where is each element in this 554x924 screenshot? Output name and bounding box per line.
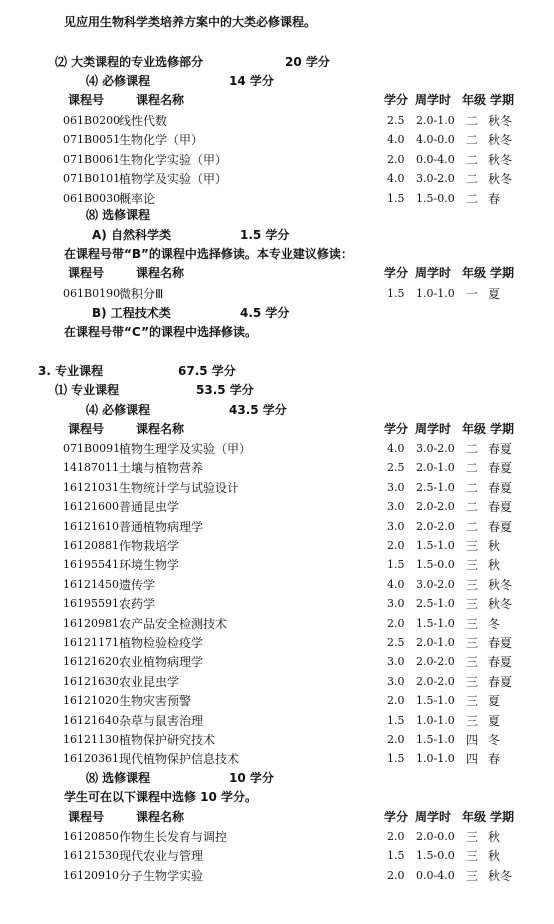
course-grade: 二 <box>466 480 479 495</box>
natural-science-note: 在课程号带“B”的课程中选择修读。本专业建议修读： <box>64 247 353 261</box>
header-credits: 学分 <box>384 422 409 436</box>
course-code: 071B0051 <box>63 133 121 147</box>
course-semester: 夏 <box>488 287 501 301</box>
course-name: 农产品安全检测技术 <box>119 616 228 631</box>
course-semester: 春夏 <box>488 461 513 476</box>
course-grade: 二 <box>466 461 479 476</box>
course-semester: 春夏 <box>488 442 513 456</box>
section-2-required-credits: 14 学分 <box>229 74 274 88</box>
course-grade: 三 <box>466 577 479 592</box>
course-name: 农药学 <box>119 597 156 612</box>
header-course-code: 课程号 <box>68 422 105 436</box>
course-name: 微积分Ⅲ <box>119 287 164 301</box>
course-weekly-hours: 2.0-1.0 <box>416 114 455 127</box>
course-weekly-hours: 2.0-1.0 <box>416 636 455 649</box>
course-grade: 三 <box>466 849 479 864</box>
course-grade: 三 <box>466 694 479 709</box>
header-course-name: 课程名称 <box>136 266 185 280</box>
course-credits: 4.0 <box>387 133 405 147</box>
course-credits: 4.0 <box>387 442 405 455</box>
header-semester: 学期 <box>490 93 515 107</box>
course-code: 16121020 <box>63 694 119 708</box>
course-code: 16121620 <box>63 655 119 669</box>
course-grade: 三 <box>466 868 479 883</box>
header-grade: 年级 <box>462 93 487 107</box>
course-grade: 三 <box>466 655 479 670</box>
course-code: 16195591 <box>63 597 119 611</box>
header-semester: 学期 <box>490 810 515 824</box>
course-code: 16121600 <box>63 500 119 514</box>
course-code: 071B0101 <box>63 172 121 186</box>
course-code: 061B0030 <box>63 191 121 205</box>
course-semester: 秋冬 <box>488 868 513 883</box>
course-credits: 2.0 <box>387 616 405 630</box>
course-weekly-hours: 0.0-4.0 <box>416 868 455 882</box>
course-weekly-hours: 1.5-1.0 <box>416 733 455 746</box>
course-weekly-hours: 1.5-0.0 <box>416 558 455 572</box>
course-semester: 秋冬 <box>488 172 513 187</box>
course-credits: 4.0 <box>387 577 405 591</box>
section-3-sub1-title: ⑴ 专业课程 <box>55 383 120 397</box>
course-grade: 三 <box>466 539 479 553</box>
course-credits: 2.5 <box>387 461 405 475</box>
course-credits: 3.0 <box>387 519 405 533</box>
course-code: 16120981 <box>63 616 119 630</box>
course-grade: 四 <box>466 733 479 747</box>
section-3-title: 3. 专业课程 <box>38 364 104 378</box>
course-credits: 3.0 <box>387 674 405 688</box>
header-weekly-hours: 周学时 <box>415 422 452 436</box>
section-2-title: ⑵ 大类课程的专业选修部分 <box>55 55 204 69</box>
course-semester: 春 <box>488 752 501 767</box>
course-credits: 1.5 <box>387 558 405 572</box>
header-grade: 年级 <box>462 422 487 436</box>
course-name: 植物保护研究技术 <box>119 733 216 747</box>
course-weekly-hours: 2.5-1.0 <box>416 480 455 494</box>
course-name: 农业昆虫学 <box>119 674 180 689</box>
course-code: 061B0200 <box>63 114 121 127</box>
course-code: 061B0190 <box>63 287 121 300</box>
course-weekly-hours: 2.0-2.0 <box>416 519 455 533</box>
section-3-credits: 67.5 学分 <box>178 364 236 378</box>
section-3-elective-note: 学生可在以下课程中选修 10 学分。 <box>64 790 258 804</box>
course-semester: 冬 <box>488 733 501 747</box>
course-code: 071B0061 <box>63 152 121 166</box>
course-code: 16121630 <box>63 674 119 688</box>
course-credits: 3.0 <box>387 597 405 611</box>
course-code: 16121171 <box>63 636 119 649</box>
header-semester: 学期 <box>490 266 515 280</box>
course-semester: 春 <box>488 191 501 206</box>
course-code: 14187011 <box>63 461 119 475</box>
course-grade: 三 <box>466 558 479 573</box>
course-credits: 1.5 <box>387 713 405 727</box>
course-grade: 二 <box>466 172 479 187</box>
course-grade: 二 <box>466 442 479 456</box>
course-semester: 夏 <box>488 694 501 709</box>
course-weekly-hours: 1.5-0.0 <box>416 191 455 205</box>
course-semester: 春夏 <box>488 480 513 495</box>
course-weekly-hours: 2.0-2.0 <box>416 500 455 514</box>
course-semester: 秋 <box>488 830 501 844</box>
header-weekly-hours: 周学时 <box>415 810 452 824</box>
course-name: 作物栽培学 <box>119 539 180 553</box>
course-weekly-hours: 2.5-1.0 <box>416 597 455 611</box>
course-code: 16121530 <box>63 849 119 863</box>
course-semester: 春夏 <box>488 655 513 670</box>
course-grade: 二 <box>466 519 479 534</box>
course-weekly-hours: 1.0-1.0 <box>416 287 455 300</box>
course-name: 线性代数 <box>119 114 168 128</box>
course-name: 植物生理学及实验（甲） <box>119 442 252 456</box>
header-weekly-hours: 周学时 <box>415 266 452 280</box>
course-semester: 春夏 <box>488 500 513 515</box>
course-name: 普通植物病理学 <box>119 519 204 534</box>
course-weekly-hours: 1.5-0.0 <box>416 849 455 863</box>
engineering-title: B) 工程技术类 <box>92 306 171 320</box>
course-weekly-hours: 2.0-1.0 <box>416 461 455 475</box>
course-grade: 二 <box>466 500 479 515</box>
course-grade: 四 <box>466 752 479 767</box>
course-grade: 三 <box>466 713 479 728</box>
course-name: 植物检验检疫学 <box>119 636 204 650</box>
section-2-elective-title: ⑻ 选修课程 <box>86 208 151 222</box>
header-grade: 年级 <box>462 810 487 824</box>
course-code: 16195541 <box>63 558 119 572</box>
course-semester: 秋 <box>488 849 501 864</box>
course-semester: 秋 <box>488 539 501 553</box>
header-course-code: 课程号 <box>68 93 105 107</box>
course-weekly-hours: 1.0-1.0 <box>416 713 455 727</box>
course-credits: 2.0 <box>387 868 405 882</box>
course-grade: 三 <box>466 597 479 612</box>
course-grade: 三 <box>466 636 479 650</box>
course-credits: 2.0 <box>387 830 405 843</box>
course-name: 概率论 <box>119 191 156 206</box>
header-credits: 学分 <box>384 810 409 824</box>
course-code: 16120850 <box>63 830 119 843</box>
engineering-credits: 4.5 学分 <box>240 306 290 320</box>
course-code: 16121450 <box>63 577 119 591</box>
course-weekly-hours: 1.5-1.0 <box>416 616 455 630</box>
course-weekly-hours: 1.0-1.0 <box>416 752 455 766</box>
course-grade: 三 <box>466 830 479 844</box>
course-code: 071B0091 <box>63 442 121 455</box>
section-3-required-credits: 43.5 学分 <box>229 403 287 417</box>
course-credits: 3.0 <box>387 655 405 669</box>
course-credits: 1.5 <box>387 191 405 205</box>
header-course-name: 课程名称 <box>136 93 185 107</box>
course-name: 遗传学 <box>119 577 156 592</box>
course-name: 分子生物学实验 <box>119 868 204 883</box>
header-course-code: 课程号 <box>68 810 105 824</box>
course-code: 16120881 <box>63 539 119 552</box>
course-credits: 3.0 <box>387 480 405 494</box>
natural-science-credits: 1.5 学分 <box>240 228 290 242</box>
course-name: 生物灾害预警 <box>119 694 192 709</box>
course-grade: 一 <box>466 287 479 301</box>
section-3-elective-title: ⑻ 选修课程 <box>86 771 151 785</box>
course-weekly-hours: 1.5-1.0 <box>416 539 455 552</box>
course-weekly-hours: 2.0-2.0 <box>416 655 455 669</box>
header-course-name: 课程名称 <box>136 810 185 824</box>
section-2-required-title: ⑷ 必修课程 <box>86 74 151 88</box>
course-weekly-hours: 1.5-1.0 <box>416 694 455 708</box>
course-name: 生物统计学与试验设计 <box>119 480 240 495</box>
course-credits: 2.5 <box>387 114 405 127</box>
course-code: 16121031 <box>63 480 119 494</box>
course-semester: 秋冬 <box>488 597 513 612</box>
course-semester: 秋冬 <box>488 152 513 167</box>
course-credits: 2.0 <box>387 539 405 552</box>
course-weekly-hours: 0.0-4.0 <box>416 152 455 166</box>
course-semester: 秋 <box>488 558 501 573</box>
course-credits: 1.5 <box>387 752 405 766</box>
course-code: 16120910 <box>63 868 119 882</box>
course-name: 农业植物病理学 <box>119 655 204 670</box>
course-credits: 1.5 <box>387 849 405 863</box>
course-semester: 夏 <box>488 713 501 728</box>
engineering-note: 在课程号带“C”的课程中选择修读。 <box>64 325 258 339</box>
course-code: 16121640 <box>63 713 119 727</box>
course-semester: 秋冬 <box>488 114 513 128</box>
course-code: 16121610 <box>63 519 119 533</box>
course-credits: 1.5 <box>387 287 405 300</box>
header-course-name: 课程名称 <box>136 422 185 436</box>
course-name: 土壤与植物营养 <box>119 461 204 476</box>
course-name: 杂草与鼠害治理 <box>119 713 204 728</box>
course-grade: 二 <box>466 191 479 206</box>
course-weekly-hours: 3.0-2.0 <box>416 577 455 591</box>
course-name: 现代植物保护信息技术 <box>119 752 240 767</box>
course-semester: 冬 <box>488 616 501 631</box>
course-credits: 2.0 <box>387 694 405 708</box>
header-credits: 学分 <box>384 266 409 280</box>
course-name: 生物化学（甲） <box>119 133 204 148</box>
course-name: 环境生物学 <box>119 558 180 573</box>
course-credits: 2.0 <box>387 152 405 166</box>
section-3-sub1-credits: 53.5 学分 <box>196 383 254 397</box>
section-3-required-title: ⑷ 必修课程 <box>86 403 151 417</box>
course-weekly-hours: 4.0-0.0 <box>416 133 455 147</box>
header-grade: 年级 <box>462 266 487 280</box>
course-credits: 4.0 <box>387 172 405 186</box>
natural-science-title: A) 自然科学类 <box>92 228 171 242</box>
course-grade: 三 <box>466 616 479 631</box>
section-2-credits: 20 学分 <box>285 55 330 69</box>
course-semester: 春夏 <box>488 674 513 689</box>
course-weekly-hours: 3.0-2.0 <box>416 172 455 186</box>
course-grade: 二 <box>466 152 479 167</box>
header-credits: 学分 <box>384 93 409 107</box>
intro-text: 见应用生物科学类培养方案中的大类必修课程。 <box>64 15 317 29</box>
course-semester: 春夏 <box>488 636 513 650</box>
course-credits: 2.0 <box>387 733 405 746</box>
course-weekly-hours: 3.0-2.0 <box>416 442 455 455</box>
course-code: 16120361 <box>63 752 119 766</box>
header-weekly-hours: 周学时 <box>415 93 452 107</box>
course-grade: 三 <box>466 674 479 689</box>
section-3-elective-credits: 10 学分 <box>229 771 274 785</box>
course-code: 16121130 <box>63 733 119 746</box>
course-credits: 3.0 <box>387 500 405 514</box>
course-weekly-hours: 2.0-2.0 <box>416 674 455 688</box>
course-grade: 二 <box>466 114 479 128</box>
course-semester: 秋冬 <box>488 577 513 592</box>
course-semester: 春夏 <box>488 519 513 534</box>
course-semester: 秋冬 <box>488 133 513 148</box>
course-name: 普通昆虫学 <box>119 500 180 515</box>
course-credits: 2.5 <box>387 636 405 649</box>
course-name: 现代农业与管理 <box>119 849 204 864</box>
header-course-code: 课程号 <box>68 266 105 280</box>
header-semester: 学期 <box>490 422 515 436</box>
course-name: 作物生长发育与调控 <box>119 830 228 844</box>
course-name: 植物学及实验（甲） <box>119 172 228 187</box>
course-weekly-hours: 2.0-0.0 <box>416 830 455 843</box>
course-grade: 二 <box>466 133 479 148</box>
course-name: 生物化学实验（甲） <box>119 152 228 167</box>
